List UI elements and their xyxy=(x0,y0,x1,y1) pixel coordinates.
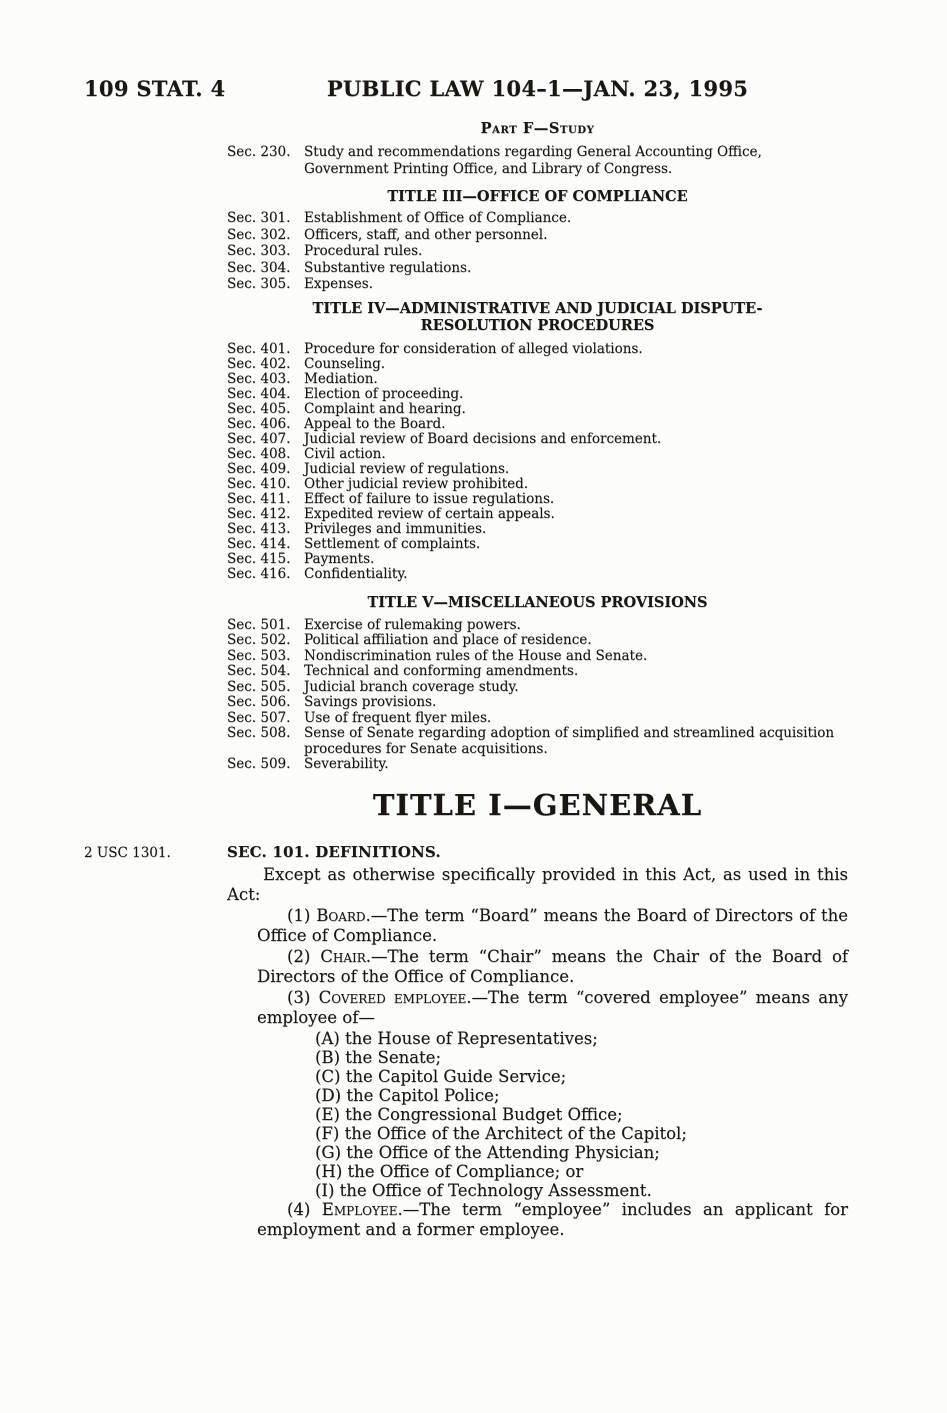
toc-entry xyxy=(227,492,848,507)
covered-employer-item: (H) the Office of Compliance; or xyxy=(315,1161,584,1181)
toc-entry xyxy=(227,210,848,227)
definition-number: (1) xyxy=(287,905,311,925)
definition-text: —The term “employee” includes an applicant for employment and a former employee. xyxy=(257,1199,848,1239)
covered-employer-item: (G) the Office of the Attending Physician; xyxy=(315,1142,660,1162)
definition-paragraph-board xyxy=(227,906,848,947)
toc-entry xyxy=(227,276,848,293)
toc-entry xyxy=(227,342,848,357)
toc-entry-text: Judicial review of regulations. xyxy=(304,460,510,477)
section-101-heading: SEC. 101. DEFINITIONS. xyxy=(227,842,441,861)
definition-term: Board. xyxy=(316,905,371,925)
toc-entry xyxy=(227,243,848,260)
definition-term: Covered employee. xyxy=(318,987,472,1007)
toc-entry-text: Establishment of Office of Compliance. xyxy=(304,210,572,226)
toc-entry-text: Use of frequent flyer miles. xyxy=(304,709,492,726)
toc-entry-number: Sec. 404. xyxy=(227,385,291,402)
toc-entry-text: Sense of Senate regarding adoption of simplified and streamlined acquisition procedures for Senate acquisitions. xyxy=(304,725,835,757)
definition-term: Chair. xyxy=(320,946,372,966)
toc-entry-number: Sec. 230. xyxy=(227,144,291,160)
covered-employer-item: (E) the Congressional Budget Office; xyxy=(315,1104,623,1124)
toc-entry xyxy=(227,144,848,178)
toc-title-iii-heading: TITLE III—OFFICE OF COMPLIANCE xyxy=(387,188,688,205)
toc-entry-text: Appeal to the Board. xyxy=(304,415,446,432)
toc-entry-number: Sec. 501. xyxy=(227,616,291,633)
toc-entry xyxy=(227,402,848,417)
definition-text: —The term “Chair” means the Chair of the Board of Directors of the Office of Compliance. xyxy=(257,946,848,986)
toc-entry-text: Effect of failure to issue regulations. xyxy=(304,490,555,507)
toc-entry-number: Sec. 504. xyxy=(227,663,291,679)
toc-entry xyxy=(227,664,848,680)
toc-title-iv-heading: TITLE IV—ADMINISTRATIVE AND JUDICIAL DISPUTE-RESOLUTION PROCEDURES xyxy=(312,299,763,334)
toc-entry-number: Sec. 502. xyxy=(227,632,291,648)
toc-entry xyxy=(227,432,848,447)
toc-entry xyxy=(227,260,848,277)
toc-entry-text: Political affiliation and place of residence. xyxy=(304,632,592,648)
toc-entry-text: Payments. xyxy=(304,550,375,567)
public-law-running-head: PUBLIC LAW 104–1—JAN. 23, 1995 xyxy=(326,76,749,101)
toc-title-iv xyxy=(227,342,848,582)
toc-entry xyxy=(227,477,848,492)
definition-number: (2) xyxy=(287,946,311,966)
toc-part-f xyxy=(227,144,848,178)
toc-entry-text: Expenses. xyxy=(304,276,373,292)
toc-entry-number: Sec. 403. xyxy=(227,370,291,387)
toc-entry-number: Sec. 410. xyxy=(227,475,291,492)
toc-entry-number: Sec. 411. xyxy=(227,490,291,507)
toc-entry-text: Nondiscrimination rules of the House and Senate. xyxy=(304,647,648,664)
toc-entry xyxy=(227,711,848,727)
toc-entry xyxy=(227,417,848,432)
toc-entry-number: Sec. 416. xyxy=(227,565,291,582)
toc-entry xyxy=(227,680,848,696)
toc-entry xyxy=(227,462,848,477)
toc-entry-text: Privileges and immunities. xyxy=(304,520,487,537)
toc-entry-number: Sec. 405. xyxy=(227,400,291,417)
toc-entry-number: Sec. 506. xyxy=(227,694,291,710)
covered-employer-item: (D) the Capitol Police; xyxy=(315,1085,500,1105)
toc-entry xyxy=(227,447,848,462)
toc-entry-number: Sec. 401. xyxy=(227,340,291,357)
stat-page-number: 109 STAT. 4 xyxy=(84,76,226,101)
toc-entry-number: Sec. 412. xyxy=(227,505,291,522)
covered-employer-item: (C) the Capitol Guide Service; xyxy=(315,1066,567,1086)
toc-entry-text: Substantive regulations. xyxy=(304,259,472,276)
toc-entry xyxy=(227,537,848,552)
definition-number: (4) xyxy=(287,1199,311,1219)
definition-text: —The term “Board” means the Board of Directors of the Office of Compliance. xyxy=(257,905,848,945)
toc-entry xyxy=(227,227,848,244)
toc-entry-number: Sec. 415. xyxy=(227,550,291,567)
toc-entry-text: Counseling. xyxy=(304,355,386,372)
toc-entry-text: Technical and conforming amendments. xyxy=(304,663,579,679)
toc-entry xyxy=(227,552,848,567)
toc-entry-text: Civil action. xyxy=(304,445,386,462)
definition-paragraph-covered-employee xyxy=(227,988,848,1029)
toc-entry-text: Exercise of rulemaking powers. xyxy=(304,616,521,633)
toc-entry-text: Severability. xyxy=(304,756,389,772)
toc-entry-number: Sec. 302. xyxy=(227,226,291,243)
toc-entry xyxy=(227,357,848,372)
toc-title-v xyxy=(227,618,848,773)
definition-number: (3) xyxy=(287,987,311,1007)
toc-entry xyxy=(227,387,848,402)
definition-term: Employee. xyxy=(321,1199,403,1219)
toc-entry-number: Sec. 413. xyxy=(227,520,291,537)
title-i-heading: TITLE I—GENERAL xyxy=(372,787,703,822)
toc-part-f-heading: Part F—Study xyxy=(480,120,595,137)
toc-entry xyxy=(227,695,848,711)
definition-paragraph-employee xyxy=(227,1200,848,1241)
toc-entry-text: Study and recommendations regarding General Accounting Office, Government Printing Office, and Library of Congress. xyxy=(304,144,762,177)
toc-entry-number: Sec. 508. xyxy=(227,725,291,741)
toc-entry-number: Sec. 503. xyxy=(227,647,291,664)
toc-title-v-heading: TITLE V—MISCELLANEOUS PROVISIONS xyxy=(367,593,708,611)
toc-title-iii xyxy=(227,210,848,293)
toc-entry-number: Sec. 301. xyxy=(227,210,291,226)
toc-entry-text: Other judicial review prohibited. xyxy=(304,475,529,492)
toc-entry-number: Sec. 505. xyxy=(227,678,291,695)
toc-entry-text: Election of proceeding. xyxy=(304,385,464,402)
toc-entry-number: Sec. 406. xyxy=(227,415,291,432)
toc-entry-text: Settlement of complaints. xyxy=(304,535,481,552)
toc-entry-number: Sec. 407. xyxy=(227,430,291,447)
toc-entry-text: Savings provisions. xyxy=(304,694,437,710)
toc-entry-text: Complaint and hearing. xyxy=(304,400,466,417)
covered-employer-item: (F) the Office of the Architect of the Capitol; xyxy=(315,1123,687,1143)
covered-employer-item: (A) the House of Representatives; xyxy=(315,1028,598,1048)
toc-entry-number: Sec. 304. xyxy=(227,259,291,276)
toc-entry-text: Procedural rules. xyxy=(304,243,423,259)
definitions-intro: Except as otherwise specifically provided in this Act, as used in this Act: xyxy=(227,864,848,904)
toc-entry-number: Sec. 408. xyxy=(227,445,291,462)
toc-entry xyxy=(227,757,848,773)
toc-entry xyxy=(227,372,848,387)
toc-entry-number: Sec. 414. xyxy=(227,535,291,552)
toc-entry xyxy=(227,567,848,582)
toc-entry-number: Sec. 509. xyxy=(227,756,291,772)
toc-entry-text: Confidentiality. xyxy=(304,565,408,582)
main-text-column xyxy=(227,0,848,1241)
toc-entry xyxy=(227,726,848,757)
toc-entry-number: Sec. 409. xyxy=(227,460,291,477)
toc-entry-text: Expedited review of certain appeals. xyxy=(304,505,555,522)
definition-paragraph-chair xyxy=(227,947,848,988)
toc-entry-number: Sec. 305. xyxy=(227,276,291,292)
definition-text: —The term “covered employee” means any employee of— xyxy=(257,987,849,1027)
toc-entry-number: Sec. 303. xyxy=(227,243,291,259)
toc-entry-text: Judicial branch coverage study. xyxy=(304,678,519,695)
toc-entry-text: Mediation. xyxy=(304,370,378,387)
toc-entry-number: Sec. 507. xyxy=(227,709,291,726)
toc-entry xyxy=(227,633,848,649)
toc-entry xyxy=(227,618,848,634)
toc-entry xyxy=(227,507,848,522)
covered-employer-item: (I) the Office of Technology Assessment. xyxy=(315,1180,652,1200)
toc-entry xyxy=(227,649,848,665)
toc-entry-text: Officers, staff, and other personnel. xyxy=(304,226,548,243)
toc-entry-number: Sec. 402. xyxy=(227,355,291,372)
toc-entry-text: Procedure for consideration of alleged violations. xyxy=(304,340,643,357)
covered-employer-item: (B) the Senate; xyxy=(315,1047,441,1067)
toc-entry xyxy=(227,522,848,537)
usc-citation-sidenote: 2 USC 1301. xyxy=(84,845,171,861)
toc-entry-text: Judicial review of Board decisions and enforcement. xyxy=(304,430,662,447)
